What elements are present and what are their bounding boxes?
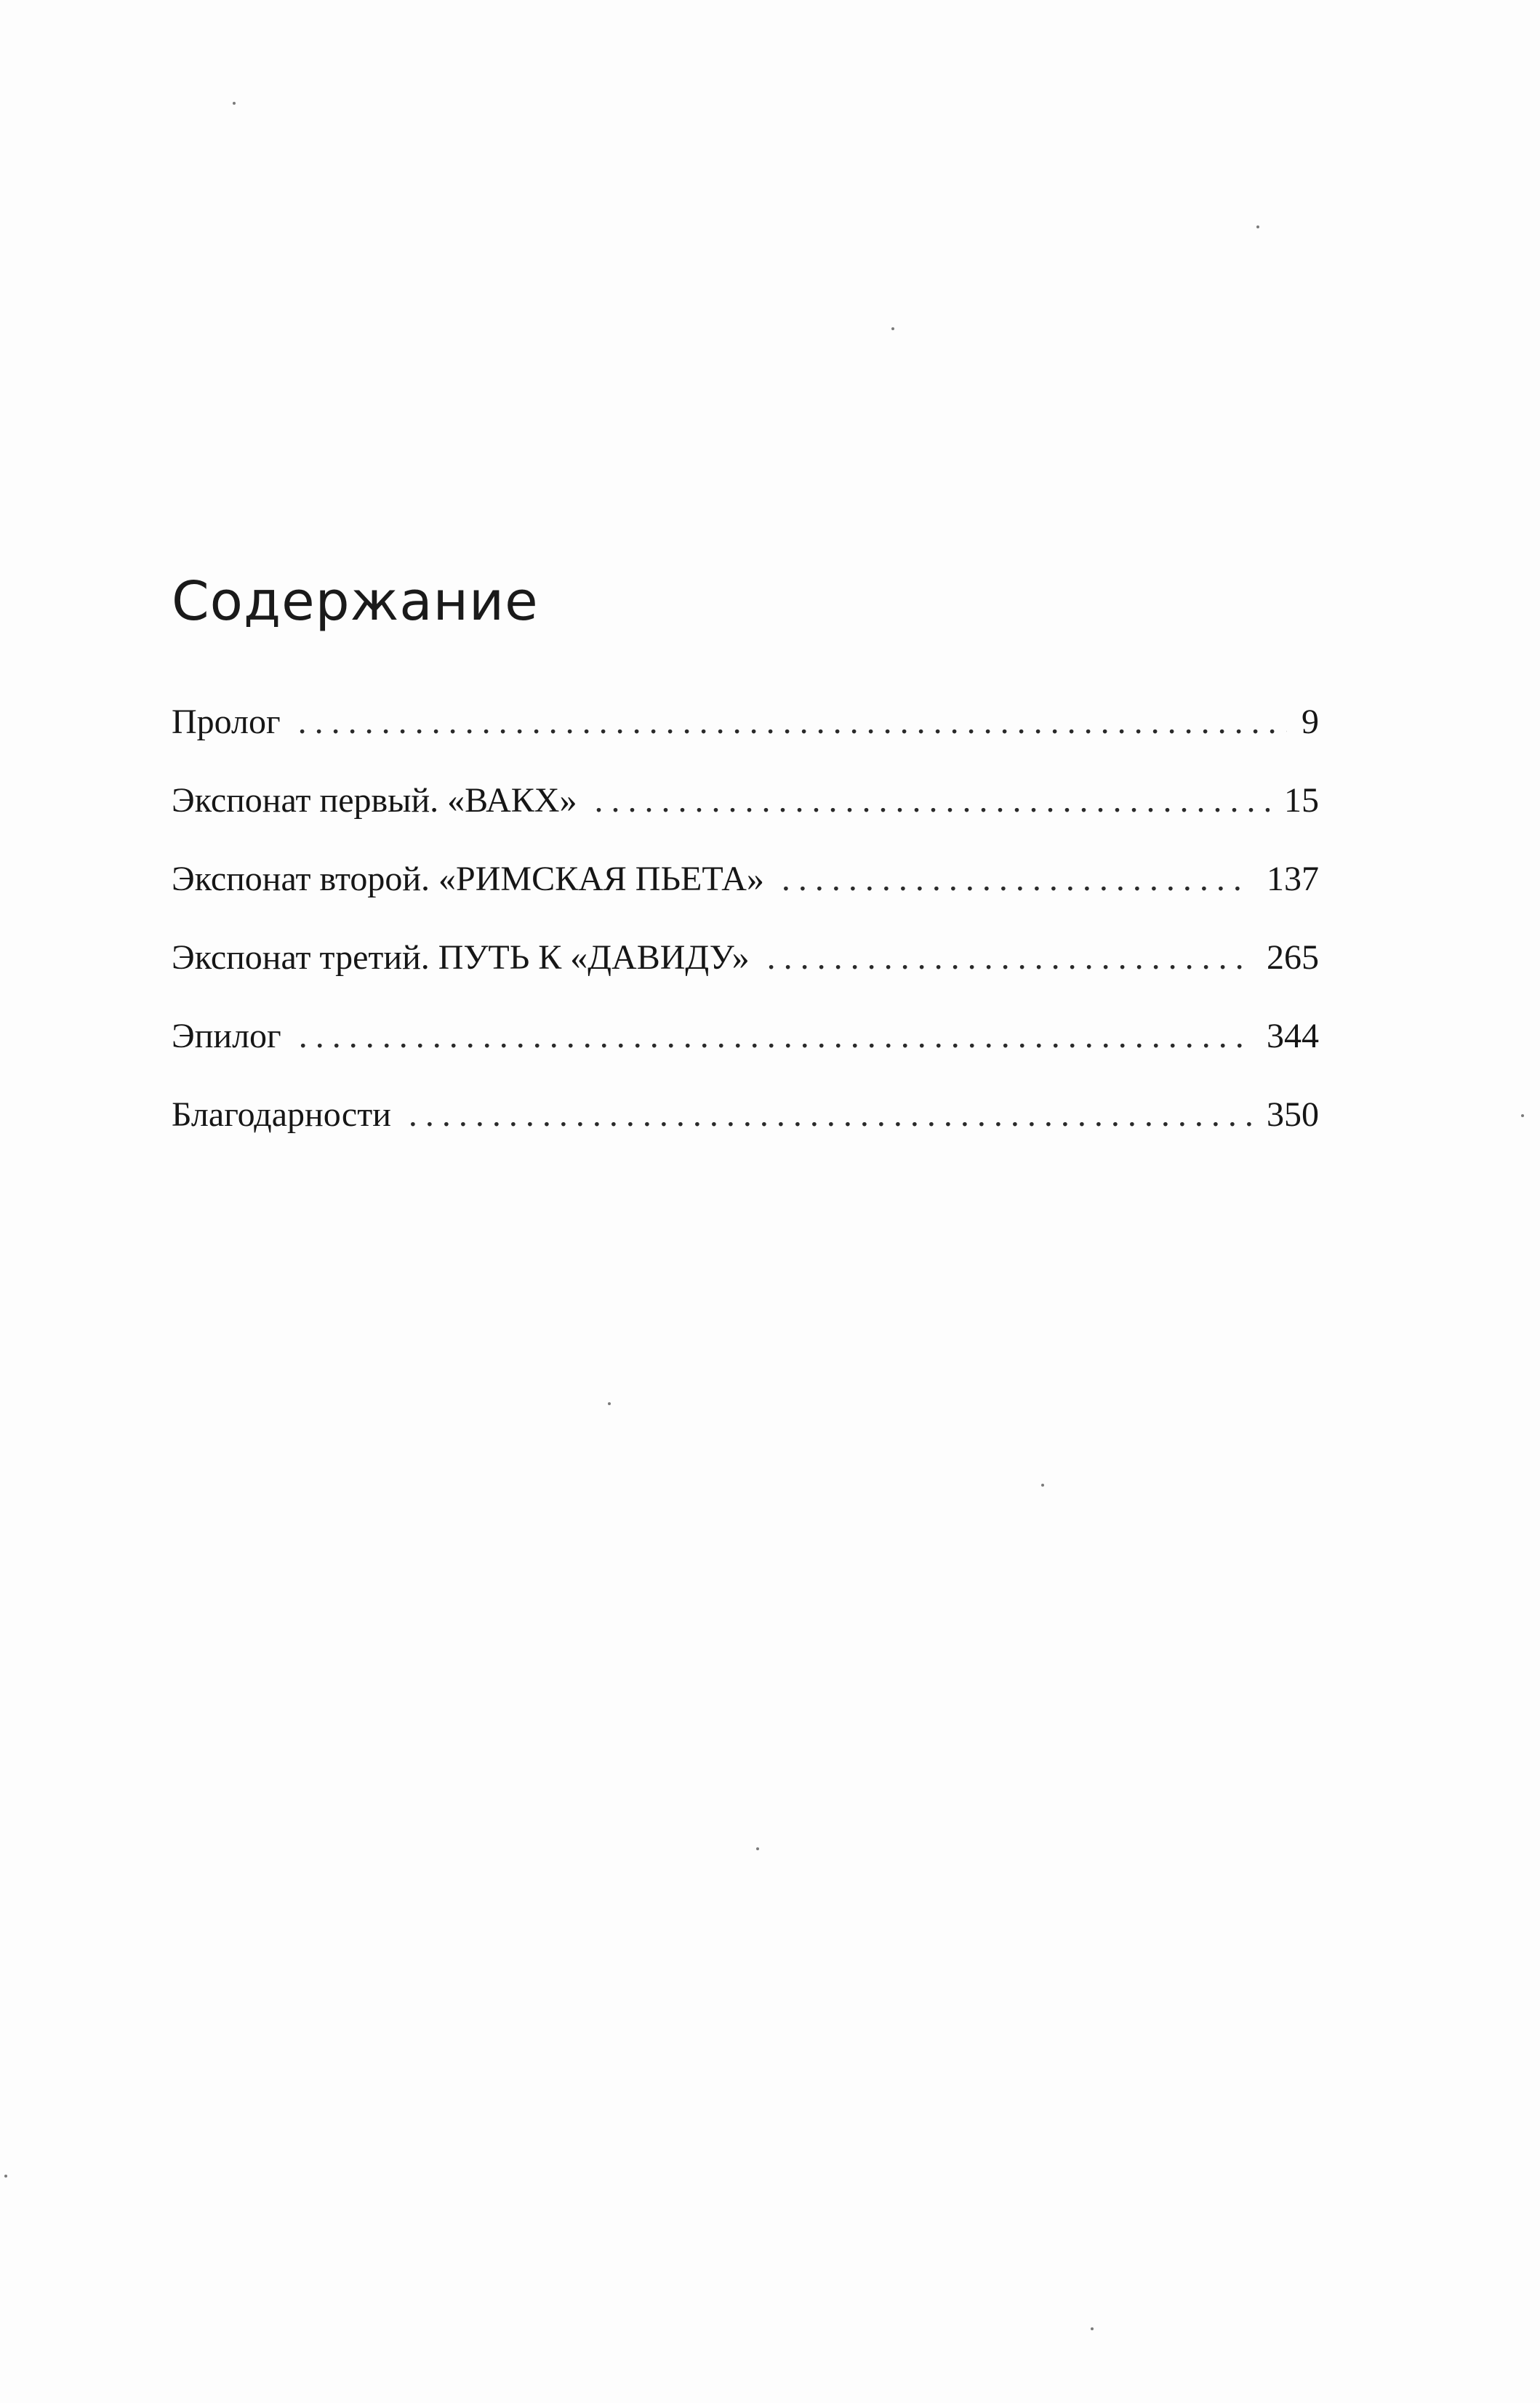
toc-entry-title: Пролог [172, 703, 281, 741]
toc-entry-title: Благодарности [172, 1095, 391, 1134]
toc-entry-title: Эпилог [172, 1017, 281, 1055]
toc-entry-exhibit-3 [172, 937, 1319, 1016]
toc-entry-page: 350 [1267, 1095, 1319, 1134]
toc-entry-exhibit-1 [172, 780, 1319, 859]
dot-leader [594, 780, 1270, 820]
toc-entry-acknowledgements [172, 1095, 1319, 1173]
toc-entry-page: 137 [1267, 860, 1319, 898]
toc-entry-epilogue [172, 1016, 1319, 1095]
toc-entry-title: Экспонат первый. «ВАКХ» [172, 781, 577, 820]
dot-leader [298, 702, 1287, 742]
toc-entry-title: Экспонат второй. «РИМСКАЯ ПЬЕТА» [172, 860, 764, 898]
dot-leader [299, 1016, 1252, 1056]
dot-leader [782, 859, 1252, 899]
toc-entry-page: 9 [1302, 703, 1319, 741]
scan-speck [233, 102, 236, 105]
scan-speck [891, 327, 894, 330]
toc-entry-prologue [172, 702, 1319, 780]
dot-leader [767, 937, 1252, 977]
scan-speck [1256, 225, 1259, 228]
scan-speck [1091, 2327, 1094, 2330]
dot-leader [409, 1095, 1252, 1135]
scan-speck [756, 1847, 759, 1850]
toc-entry-page: 344 [1267, 1017, 1319, 1055]
scan-speck [1521, 1114, 1524, 1117]
scan-speck [608, 1402, 611, 1405]
toc-entry-page: 15 [1284, 781, 1319, 820]
toc-entry-title: Экспонат третий. ПУТЬ К «ДАВИДУ» [172, 938, 750, 977]
toc-list [172, 702, 1319, 1173]
scan-speck [1041, 1484, 1044, 1487]
toc-heading: Содержание [172, 570, 539, 633]
toc-entry-exhibit-2 [172, 859, 1319, 937]
toc-entry-page: 265 [1267, 938, 1319, 977]
scan-speck [4, 2175, 7, 2178]
